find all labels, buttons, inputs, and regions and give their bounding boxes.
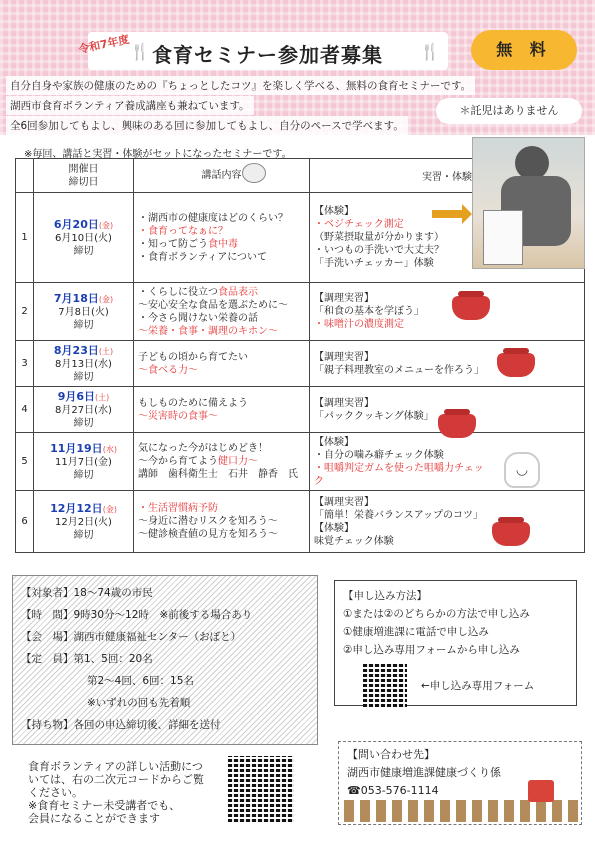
contact-tel[interactable]: ☎053-576-1114 <box>347 784 439 797</box>
vegecheck-device <box>483 210 523 265</box>
contact-org: 湖西市健康増進課健康づくり係 <box>347 766 501 779</box>
deadline-date: 6月10日(火) <box>55 232 112 244</box>
no-childcare-badge: ＊託児はありません <box>436 98 582 124</box>
experience-line: 【調理実習】 <box>314 293 374 304</box>
lecture-text: 気になった今がはじめどき！ <box>138 443 268 454</box>
pot-icon <box>452 296 490 320</box>
sheep-chef-icon <box>242 163 266 183</box>
table-row <box>16 387 585 433</box>
lecture-line <box>138 351 305 364</box>
session-number: 1 <box>16 193 34 283</box>
weekday: 土 <box>101 346 110 356</box>
deadline-label: 締切 <box>73 371 94 383</box>
volunteer-line: 食育ボランティアの詳しい活動につ <box>28 760 203 773</box>
deadline-date: 11月7日(金) <box>55 456 112 468</box>
experience-line: （野菜摂取量が分かります） <box>314 232 444 243</box>
deadline-date: 12月2日(火) <box>55 516 112 528</box>
apply-qr-code[interactable] <box>363 663 407 707</box>
experience-line: 【調理実習】 <box>314 351 374 363</box>
seminar-note: ※毎回、講話と実習・体験がセットになったセミナーです。 <box>24 149 292 160</box>
deadline-date: 7月8日(火) <box>58 306 109 318</box>
experience-line: 「手洗いチェッカー」体験 <box>314 258 434 269</box>
lecture-line <box>138 410 305 423</box>
weekday: 金 <box>101 220 110 230</box>
lecture-text: ～身近に潜むリスクを知ろう～ <box>138 516 278 527</box>
weekday-badge: (金) <box>98 220 114 230</box>
lecture-cell <box>134 193 310 283</box>
volunteer-qr-code[interactable] <box>228 756 294 822</box>
lecture-line <box>138 502 305 515</box>
lecture-cell <box>134 283 310 341</box>
weekday: 金 <box>105 504 114 514</box>
session-number: 6 <box>16 491 34 553</box>
table-row <box>16 283 585 341</box>
session-date: 7月18日 <box>53 291 99 305</box>
experience-cell <box>310 283 585 341</box>
experience-line: 【調理実習】 <box>314 496 374 508</box>
lecture-text: ・食育ボランティアについて <box>138 251 267 263</box>
lecture-cell <box>134 387 310 433</box>
weekday-badge: (金) <box>98 294 114 304</box>
session-date-cell <box>34 387 134 433</box>
lecture-cell <box>134 341 310 387</box>
lecture-highlight: 食中毒 <box>208 238 238 250</box>
experience-line: 「簡単！栄養バランスアップのコツ」 <box>314 509 483 521</box>
session-date: 8月23日 <box>53 343 99 357</box>
lecture-text: ・湖西市の健康度はどのくらい？ <box>138 212 288 224</box>
experience-line: 【体験】 <box>314 522 354 534</box>
apply-form-label: ←申し込み専用フォーム <box>421 680 535 692</box>
lecture-text: ～災害時の食事～ <box>138 410 218 422</box>
lecture-text: 講師 歯科衛生士 石井 静香 氏 <box>138 469 298 480</box>
lecture-text: ・知って防ごう <box>138 238 208 250</box>
apply-box <box>334 580 577 706</box>
capacity-line-2: 第2～4回、6回：15名 <box>87 675 194 687</box>
experience-line: ・自分の噛み癖チェック体験 <box>314 449 444 461</box>
lecture-line <box>138 325 305 338</box>
event-info-box <box>12 575 318 745</box>
era-label: 令和7年度 <box>77 32 131 57</box>
deadline-label: 締切 <box>73 417 94 429</box>
lecture-text: ～栄養・食事・調理のキホン～ <box>138 325 278 337</box>
arrow-icon <box>432 210 462 218</box>
pot-icon <box>438 414 476 438</box>
pot-icon <box>492 522 530 546</box>
session-date: 11月19日 <box>50 441 103 455</box>
lecture-line <box>138 225 305 238</box>
experience-line: ・ベジチェック測定 <box>314 219 404 230</box>
fork-knife-icon: 🍴 <box>130 42 150 61</box>
weekday: 水 <box>105 444 114 454</box>
venue-line: 【会 場】湖西市健康福祉センター（おぼと） <box>21 631 242 643</box>
weekday-badge: (土) <box>98 346 114 356</box>
experience-line: ・咀嚼判定ガムを使った咀嚼力チェック <box>314 462 484 487</box>
target-line: 【対象者】18～74歳の市民 <box>21 587 153 599</box>
lecture-text: ・今さら聞けない栄養の話 <box>138 312 258 324</box>
lecture-text: ・食育ってなぁに？ <box>138 225 228 237</box>
lecture-highlight: 食品表示 <box>218 286 258 298</box>
table-row <box>16 433 585 491</box>
lecture-line <box>138 364 305 377</box>
person-head <box>515 146 549 180</box>
deadline-label: 締切 <box>73 469 94 481</box>
header-cell: 実習・体験 <box>310 159 585 193</box>
session-date: 6月20日 <box>53 217 99 231</box>
experience-line: 味覚チェック体験 <box>314 535 394 547</box>
lecture-text: ～今から育てよう <box>138 456 218 467</box>
pot-icon <box>497 353 535 377</box>
lecture-line <box>138 515 305 528</box>
session-number: 2 <box>16 283 34 341</box>
experience-line: 【体験】 <box>314 436 354 448</box>
lecture-text: もしものために備えよう <box>138 397 248 409</box>
experience-line: 「親子料理教室のメニューを作ろう」 <box>314 364 484 376</box>
experience-line: 「パッククッキング体験」 <box>314 410 434 422</box>
session-number: 5 <box>16 433 34 491</box>
lecture-line <box>138 299 305 312</box>
deadline-date: 8月13日(水) <box>55 358 112 370</box>
session-date-cell <box>34 341 134 387</box>
weekday-badge: (土) <box>95 392 110 402</box>
experience-line: ・味噌汁の濃度測定 <box>314 319 404 330</box>
weekday-badge: (金) <box>102 504 117 514</box>
session-date-cell <box>34 283 134 341</box>
lecture-text: ～安心安全な食品を選ぶために～ <box>138 299 288 311</box>
lecture-line <box>138 442 305 455</box>
weekday-badge: (水) <box>102 444 117 454</box>
lecture-line <box>138 312 305 325</box>
lecture-text: ・生活習慣病予防 <box>138 503 218 514</box>
intro-line-2: 湖西市食育ボランティア養成講座も兼ねています。 <box>6 96 254 115</box>
session-date-cell <box>34 193 134 283</box>
lecture-cell <box>134 433 310 491</box>
volunteer-line: ください。 <box>28 786 83 799</box>
experience-cell <box>310 491 585 553</box>
lecture-line <box>138 528 305 541</box>
session-date: 9月6日 <box>57 389 96 403</box>
weekday: 金 <box>101 294 110 304</box>
lecture-line <box>138 238 305 251</box>
experience-line: 【体験】 <box>314 206 354 217</box>
lecture-text: ・くらしに役立つ <box>138 286 218 298</box>
apply-line-2: ①健康増進課に電話で申し込み <box>343 626 489 638</box>
lecture-line <box>138 251 305 264</box>
mailbox-icon <box>528 780 554 802</box>
fork-knife-icon: 🍴 <box>420 42 440 61</box>
fence-decoration <box>344 800 582 822</box>
free-badge: 無 料 <box>471 30 577 70</box>
bring-line: 【持ち物】各回の申込締切後、詳細を送付 <box>21 719 221 731</box>
lecture-text: ～食べる力～ <box>138 364 198 376</box>
weekday: 土 <box>98 392 107 402</box>
lecture-cell <box>134 491 310 553</box>
header-cell <box>16 159 34 193</box>
capacity-note: ※いずれの回も先着順 <box>87 697 191 709</box>
capacity-line: 【定 員】第1、5回：20名 <box>21 653 153 665</box>
experience-line: 「和食の基本を学ぼう」 <box>314 306 424 317</box>
tooth-icon: ◡ <box>504 452 540 488</box>
deadline-date: 8月27日(水) <box>55 404 112 416</box>
session-date-cell <box>34 491 134 553</box>
session-date-cell <box>34 433 134 491</box>
session-date: 12月12日 <box>50 501 103 515</box>
contact-title: 【問い合わせ先】 <box>347 748 435 761</box>
volunteer-line: いては、右の二次元コードからご覧 <box>28 773 204 786</box>
deadline-label: 締切 <box>73 319 94 331</box>
lecture-line <box>138 286 305 299</box>
lecture-text: ～健診検査値の見方を知ろう～ <box>138 529 278 540</box>
lecture-line <box>138 212 305 225</box>
experience-cell <box>310 341 585 387</box>
intro-line-3: 全6回参加してもよし、興味のある回に参加してもよし、自分のペースで学べます。 <box>6 116 408 135</box>
header-cell: 開催日 締切日 <box>34 159 134 193</box>
lecture-line <box>138 397 305 410</box>
volunteer-info <box>28 760 224 825</box>
volunteer-line: ※食育セミナー未受講者でも、 <box>28 799 181 812</box>
lecture-line <box>138 468 305 481</box>
volunteer-line: 会員になることができます <box>28 812 160 825</box>
experience-cell <box>310 433 585 491</box>
deadline-label: 締切 <box>73 245 94 257</box>
lecture-text: 子どもの頃から育てたい <box>138 351 248 363</box>
intro-line-1: 自分自身や家族の健康のための『ちょっとしたコツ』を楽しく学べる、無料の食育セミナーです。 <box>6 76 475 95</box>
apply-line-3: ②申し込み専用フォームから申し込み <box>343 644 520 656</box>
apply-title: 【申し込み方法】 <box>343 590 427 602</box>
experience-line: 【調理実習】 <box>314 397 374 409</box>
page-title: 食育セミナー参加者募集 <box>152 43 383 67</box>
session-number: 4 <box>16 387 34 433</box>
apply-line-1: ①または②のどちらかの方法で申し込み <box>343 608 530 620</box>
vegecheck-photo <box>472 137 585 269</box>
time-line: 【時 間】9時30分～12時 ※前後する場合あり <box>21 609 253 621</box>
header-cell: 講話内容 <box>134 159 310 193</box>
experience-line: ・いつもの手洗いで大丈夫？ <box>314 245 444 256</box>
session-number: 3 <box>16 341 34 387</box>
lecture-highlight: 健口力～ <box>218 456 258 467</box>
deadline-label: 締切 <box>73 529 94 541</box>
lecture-line <box>138 455 305 468</box>
